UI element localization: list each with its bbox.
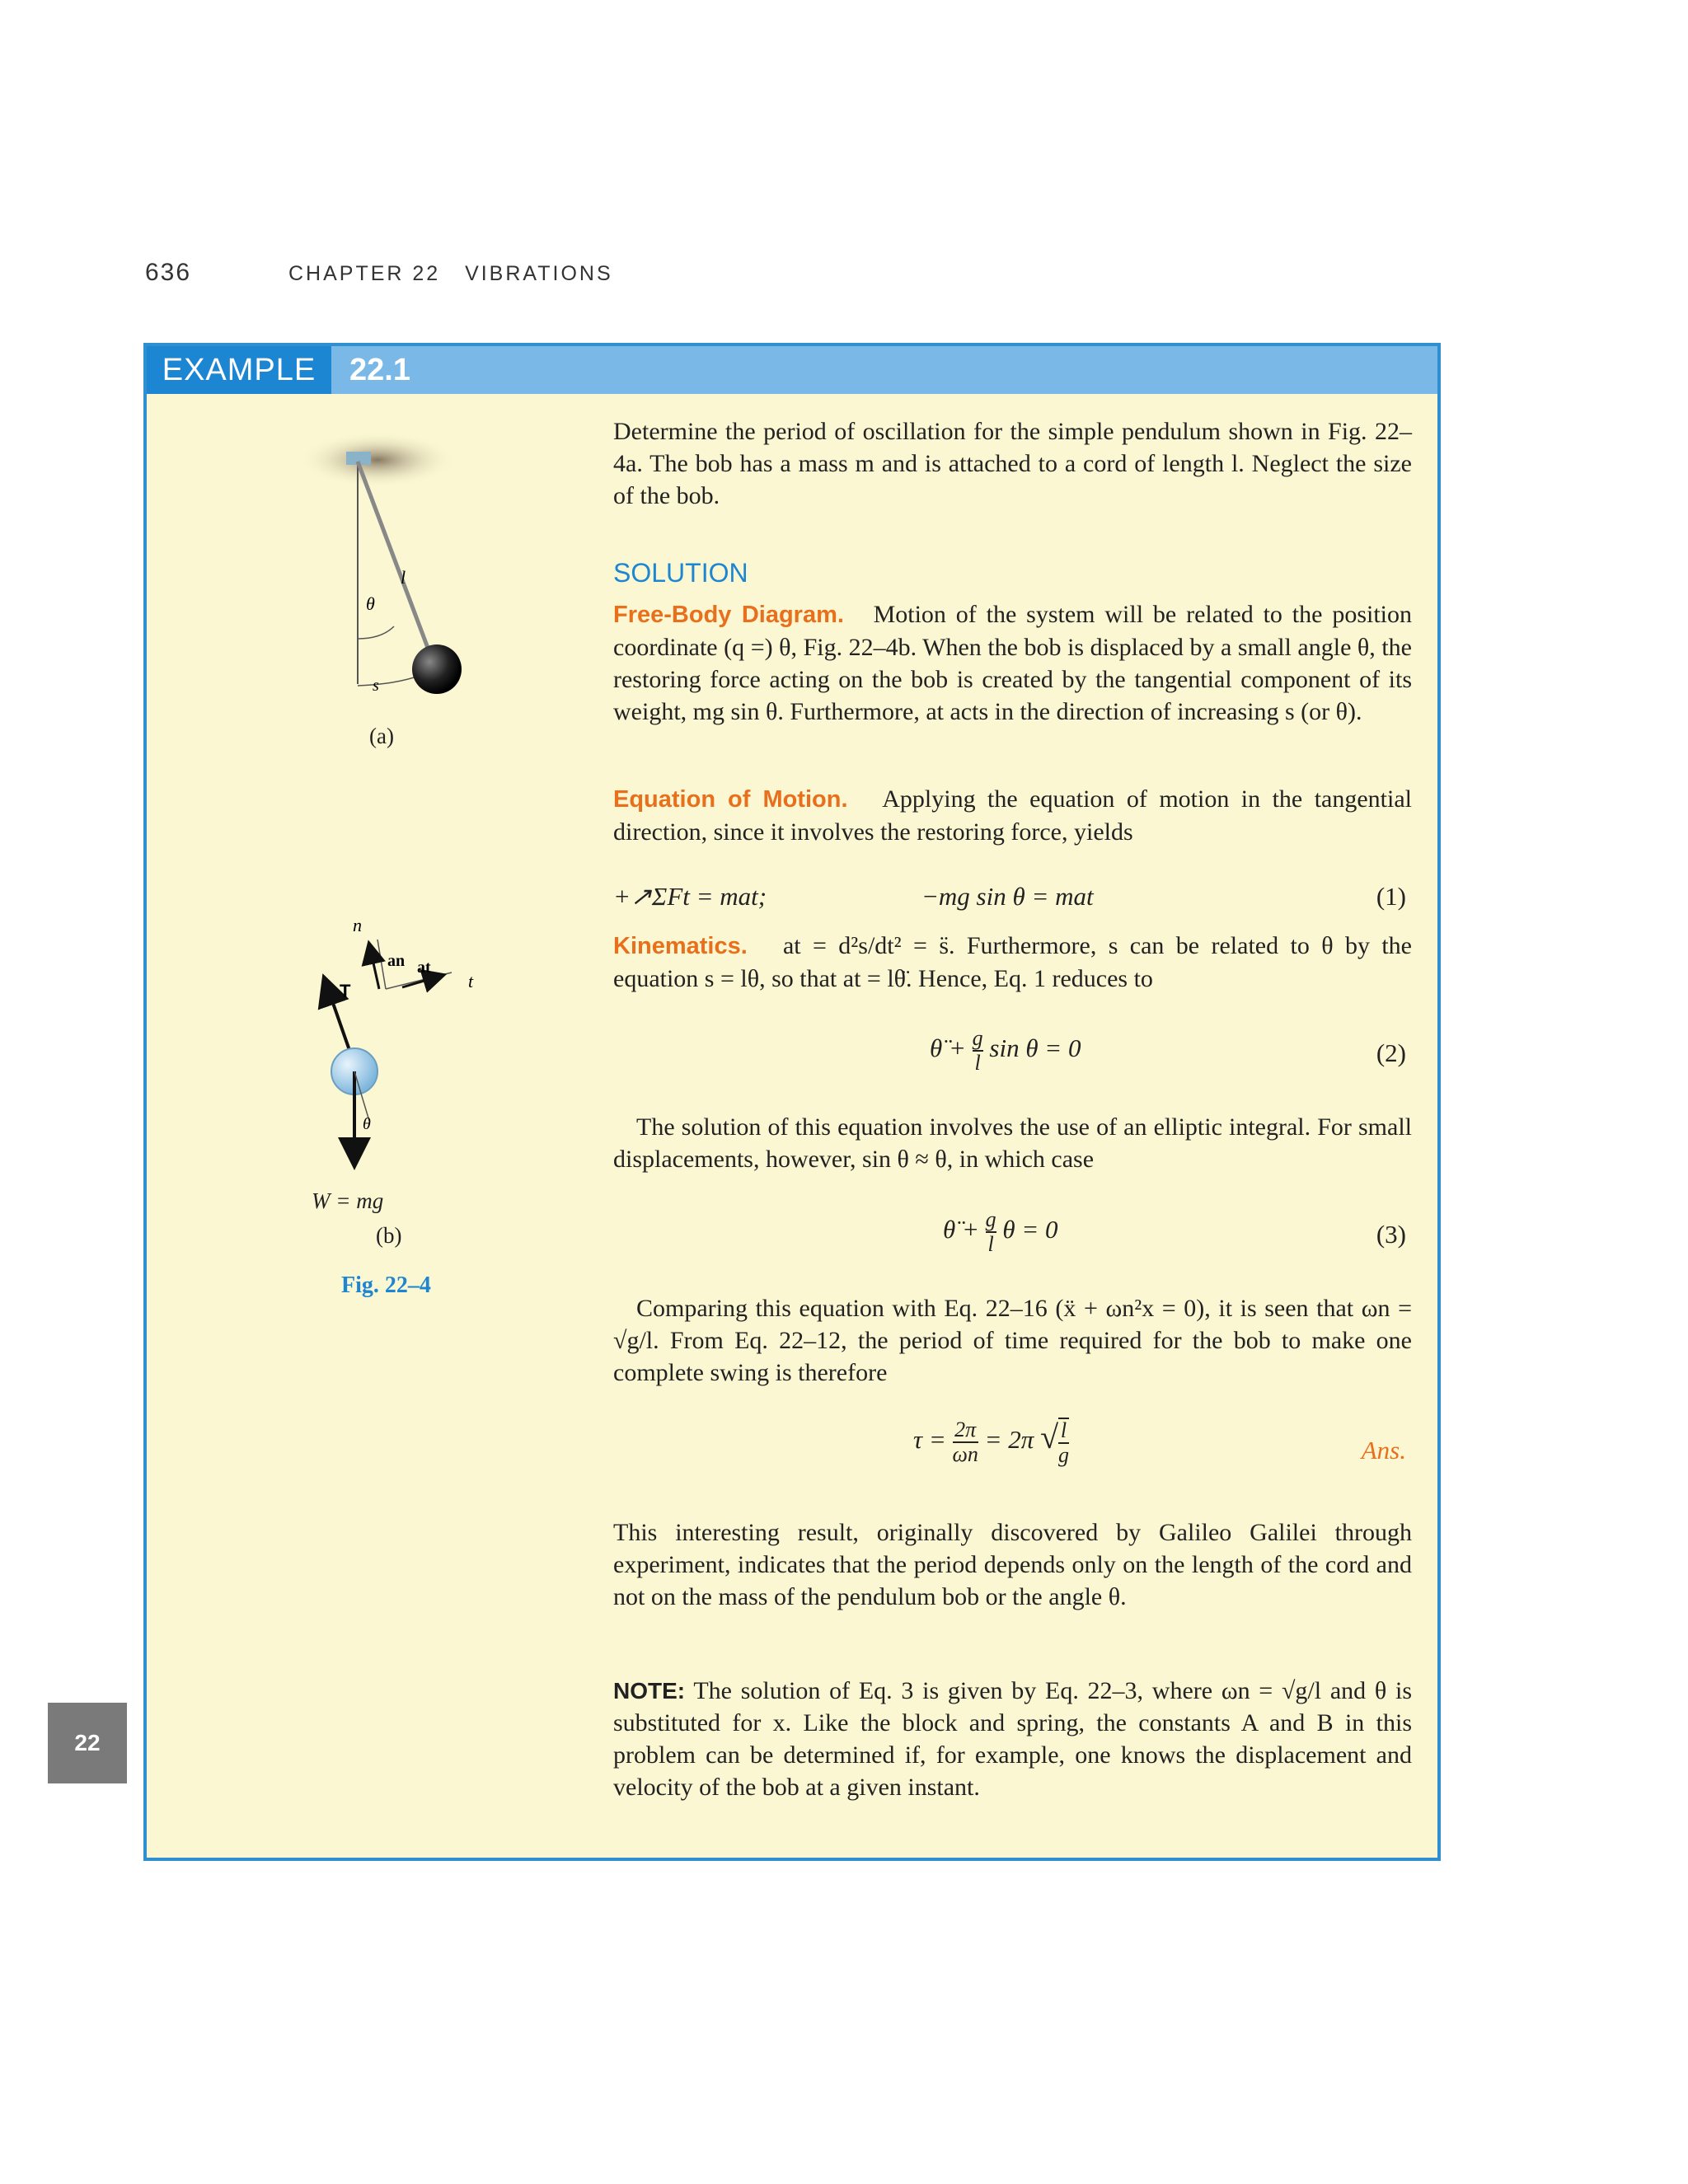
- length-label: l: [401, 567, 406, 588]
- galileo-paragraph: This interesting result, originally discovered by Galileo Galilei through experiment, indicates that the period depends only on the length of the cord and not on the mass of the pendulum bob or the angle θ.: [613, 1519, 1412, 1610]
- eq3: θ̈ + $\frac{g}{l}$ θ = 0: [943, 1207, 1058, 1256]
- caption-a: (a): [369, 724, 394, 748]
- eq1-right: −mg sin θ = mat: [921, 882, 1094, 911]
- example-box: [143, 343, 1441, 1861]
- elliptic-paragraph: The solution of this equation involves the use of an elliptic integral. For small displacements, however, sin θ ≈ θ, in which case: [613, 1113, 1412, 1173]
- page-header: [145, 259, 613, 287]
- compare-paragraph: Comparing this equation with Eq. 22–16 (ẍ + ωn²x = 0), it is seen that ωn = √g/l. From Eq. 22–12, the period of time required for the bob to make one complete swing is therefore: [613, 1295, 1412, 1386]
- pendulum-cord: [358, 462, 435, 668]
- note-label: NOTE:: [613, 1678, 686, 1704]
- t-label: t: [468, 971, 474, 991]
- an-label: an: [387, 952, 406, 970]
- period-equation: τ = $\frac{2\pi}{\omega n}$ = 2π √ $\frac{l}{g}$: [913, 1418, 1070, 1467]
- solution-heading: SOLUTION: [613, 558, 748, 588]
- T-label: T: [340, 981, 351, 1001]
- s-label: s: [373, 677, 379, 695]
- eq1-left: +↗ΣFt = mat;: [613, 882, 767, 911]
- fbd-paragraph: [613, 598, 1412, 728]
- eom-text: Applying the equation of motion in the tangential direction, since it involves the restoring force, yields: [613, 785, 1412, 846]
- ceiling-mount: [299, 432, 456, 488]
- fbd-heading: Free-Body Diagram.: [613, 602, 844, 628]
- note-text: The solution of Eq. 3 is given by Eq. 22–3, where ωn = √g/l and θ is substituted for x. Like the block and spring, the constants A and B in this problem can be determined if, for example, one knows the displacement and velocity of the bob at a given instant.: [613, 1677, 1412, 1801]
- weight-label: W = mg: [312, 1188, 384, 1213]
- caption-b: (b): [376, 1223, 402, 1248]
- example-banner: [147, 346, 1437, 394]
- theta-arc: [358, 626, 394, 639]
- eq3-number: (3): [1376, 1220, 1406, 1249]
- fbd-text: Motion of the system will be related to the position coordinate (q =) θ, Fig. 22–4b. When the bob is displaced by a small angle θ, the restoring force acting on the bob is created by the tangential component of its weight, mg sin θ. Furthermore, at acts in the direction of increasing s (or θ).: [613, 601, 1413, 725]
- example-label: EXAMPLE: [147, 346, 331, 394]
- an-vector: [371, 952, 379, 989]
- eq2-number: (2): [1376, 1038, 1406, 1067]
- at-label: at: [417, 958, 431, 977]
- page-number: 636: [145, 259, 192, 286]
- problem-statement: Determine the period of oscillation for the simple pendulum shown in Fig. 22–4a. The bob has a mass m and is attached to a cord of length l. Neglect the size of the bob.: [613, 418, 1412, 509]
- theta-label: θ: [366, 593, 375, 614]
- n-label: n: [353, 915, 362, 935]
- chapter-title: CHAPTER 22 VIBRATIONS: [288, 262, 613, 285]
- eom-heading: Equation of Motion.: [613, 786, 848, 813]
- eq1-number: (1): [1376, 882, 1406, 911]
- at-vector: [402, 977, 435, 987]
- eom-paragraph: [613, 783, 1412, 848]
- example-number: 22.1: [349, 353, 410, 387]
- kinematics-text: at = d²s/dt² = s̈. Furthermore, s can be related to θ by the equation s = lθ, so that at = lθ̈. Hence, Eq. 1 reduces to: [613, 932, 1412, 992]
- figure-a-pendulum: [287, 429, 501, 709]
- figure-label: Fig. 22–4: [341, 1272, 431, 1298]
- chapter-side-tab: 22: [48, 1703, 127, 1783]
- note-paragraph: [613, 1675, 1412, 1803]
- theta-b-label: θ: [363, 1115, 371, 1133]
- pendulum-bob: [412, 644, 462, 694]
- kinematics-paragraph: [613, 930, 1412, 995]
- figure-b-fbd: [287, 907, 501, 1236]
- eq2: θ̈ + $\frac{g}{l}$ sin θ = 0: [930, 1026, 1081, 1075]
- answer-label: Ans.: [1361, 1436, 1406, 1465]
- kinematics-heading: Kinematics.: [613, 933, 748, 959]
